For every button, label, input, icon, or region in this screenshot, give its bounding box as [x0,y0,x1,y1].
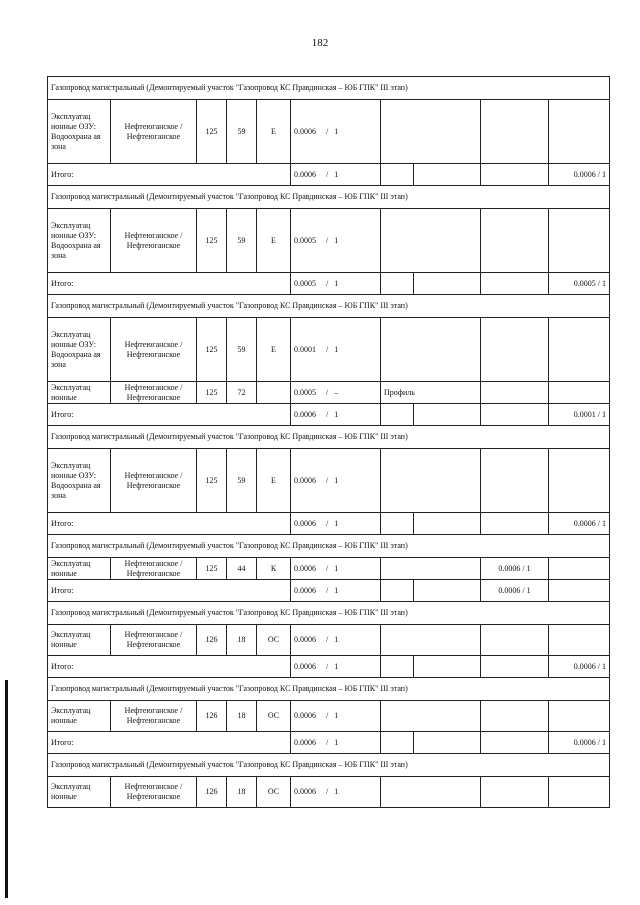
code-cell: К [257,558,291,580]
code-cell: Е [257,449,291,513]
code-cell: Е [257,318,291,382]
note-cell [381,449,481,513]
blank-cell [381,273,414,295]
plot-number-cell: 18 [227,777,257,808]
section-header: Газопровод магистральный (Демонтируемый участок "Газопровод КС Правдинская – ЮБ ГПК" III этап) [48,77,610,100]
margin-bar [5,680,8,898]
total-extra-value [481,732,549,754]
blank-cell [381,513,414,535]
region-cell: Нефтеюганское / Нефтеюганское [111,625,197,656]
code-cell: Е [257,209,291,273]
extra-value-cell: 0.0006 / 1 [481,558,549,580]
total-extra-value: 0.0006 / 1 [481,580,549,602]
section-header: Газопровод магистральный (Демонтируемый участок "Газопровод КС Правдинская – ЮБ ГПК" III этап) [48,678,610,701]
table-row [48,701,610,732]
extra-value-cell [481,449,549,513]
code-cell: ОС [257,625,291,656]
blank-cell [549,701,610,732]
blank-cell [414,580,481,602]
note-cell [381,777,481,808]
total-label: Итого: [48,732,291,754]
note-cell [381,100,481,164]
block-number-cell: 125 [197,558,227,580]
blank-cell [381,164,414,186]
total-sum-value: 0.0005 / 1 [549,273,610,295]
blank-cell [549,625,610,656]
note-cell: Профиль [381,382,481,404]
total-row [48,164,610,186]
code-cell [257,382,291,404]
area-value-cell: 0.0006 / 1 [291,625,381,656]
table-row [48,209,610,273]
note-cell [381,558,481,580]
total-label: Итого: [48,273,291,295]
table-row [48,558,610,580]
extra-value-cell [481,209,549,273]
note-cell [381,318,481,382]
usage-category-cell: Эксплуатац ионные ОЗУ: Водоохрана ая зона [48,318,111,382]
total-sum-value: 0.0006 / 1 [549,164,610,186]
blank-cell [381,580,414,602]
total-label: Итого: [48,513,291,535]
section-header-row [48,186,610,209]
plot-number-cell: 59 [227,209,257,273]
usage-category-cell: Эксплуатац ионные [48,558,111,580]
region-cell: Нефтеюганское / Нефтеюганское [111,449,197,513]
total-sum-value: 0.0006 / 1 [549,513,610,535]
table-row [48,449,610,513]
table-row [48,382,610,404]
total-sum-value: 0.0006 / 1 [549,732,610,754]
section-header-row [48,426,610,449]
plot-number-cell: 59 [227,449,257,513]
blank-cell [381,732,414,754]
total-extra-value [481,656,549,678]
table-row [48,100,610,164]
blank-cell [549,449,610,513]
plot-number-cell: 44 [227,558,257,580]
note-cell [381,209,481,273]
total-area-value: 0.0006 / 1 [291,164,381,186]
region-cell: Нефтеюганское / Нефтеюганское [111,777,197,808]
blank-cell [549,318,610,382]
total-area-value: 0.0005 / 1 [291,273,381,295]
plot-number-cell: 72 [227,382,257,404]
total-row [48,732,610,754]
section-header-row [48,678,610,701]
block-number-cell: 125 [197,449,227,513]
total-area-value: 0.0006 / 1 [291,513,381,535]
section-header-row [48,295,610,318]
code-cell: ОС [257,701,291,732]
total-extra-value [481,273,549,295]
total-area-value: 0.0006 / 1 [291,580,381,602]
land-plot-table [47,76,610,808]
area-value-cell: 0.0006 / 1 [291,558,381,580]
area-value-cell: 0.0005 / – [291,382,381,404]
blank-cell [414,656,481,678]
blank-cell [549,558,610,580]
area-value-cell: 0.0006 / 1 [291,100,381,164]
total-row [48,404,610,426]
total-row [48,273,610,295]
total-extra-value [481,164,549,186]
usage-category-cell: Эксплуатац ионные [48,701,111,732]
blank-cell [381,656,414,678]
area-value-cell: 0.0001 / 1 [291,318,381,382]
blank-cell [414,404,481,426]
region-cell: Нефтеюганское / Нефтеюганское [111,701,197,732]
total-sum-value [549,580,610,602]
note-cell [381,701,481,732]
total-label: Итого: [48,656,291,678]
blank-cell [414,273,481,295]
note-cell [381,625,481,656]
extra-value-cell [481,625,549,656]
area-value-cell: 0.0006 / 1 [291,701,381,732]
region-cell: Нефтеюганское / Нефтеюганское [111,318,197,382]
section-header-row [48,602,610,625]
block-number-cell: 125 [197,318,227,382]
usage-category-cell: Эксплуатац ионные [48,382,111,404]
block-number-cell: 125 [197,209,227,273]
area-value-cell: 0.0006 / 1 [291,449,381,513]
section-header: Газопровод магистральный (Демонтируемый участок "Газопровод КС Правдинская – ЮБ ГПК" III этап) [48,602,610,625]
usage-category-cell: Эксплуатац ионные [48,625,111,656]
blank-cell [549,209,610,273]
page-number: 182 [311,37,329,49]
block-number-cell: 125 [197,100,227,164]
code-cell: Е [257,100,291,164]
section-header: Газопровод магистральный (Демонтируемый участок "Газопровод КС Правдинская – ЮБ ГПК" III этап) [48,426,610,449]
blank-cell [549,100,610,164]
extra-value-cell [481,701,549,732]
total-row [48,513,610,535]
plot-number-cell: 59 [227,100,257,164]
extra-value-cell [481,382,549,404]
code-cell: ОС [257,777,291,808]
table-row [48,625,610,656]
blank-cell [549,777,610,808]
total-sum-value: 0.0001 / 1 [549,404,610,426]
extra-value-cell [481,777,549,808]
total-area-value: 0.0006 / 1 [291,732,381,754]
region-cell: Нефтеюганское / Нефтеюганское [111,382,197,404]
total-area-value: 0.0006 / 1 [291,404,381,426]
total-row [48,580,610,602]
block-number-cell: 126 [197,625,227,656]
area-value-cell: 0.0006 / 1 [291,777,381,808]
total-extra-value [481,404,549,426]
region-cell: Нефтеюганское / Нефтеюганское [111,209,197,273]
block-number-cell: 126 [197,701,227,732]
total-label: Итого: [48,580,291,602]
block-number-cell: 125 [197,382,227,404]
total-label: Итого: [48,404,291,426]
blank-cell [549,382,610,404]
section-header: Газопровод магистральный (Демонтируемый участок "Газопровод КС Правдинская – ЮБ ГПК" III этап) [48,535,610,558]
plot-number-cell: 18 [227,701,257,732]
blank-cell [414,513,481,535]
table-row [48,777,610,808]
total-sum-value: 0.0006 / 1 [549,656,610,678]
section-header-row [48,77,610,100]
section-header-row [48,535,610,558]
blank-cell [414,164,481,186]
total-row [48,656,610,678]
blank-cell [414,732,481,754]
usage-category-cell: Эксплуатац ионные [48,777,111,808]
section-header: Газопровод магистральный (Демонтируемый участок "Газопровод КС Правдинская – ЮБ ГПК" III этап) [48,186,610,209]
extra-value-cell [481,318,549,382]
region-cell: Нефтеюганское / Нефтеюганское [111,100,197,164]
total-extra-value [481,513,549,535]
plot-number-cell: 18 [227,625,257,656]
table-row [48,318,610,382]
section-header: Газопровод магистральный (Демонтируемый участок "Газопровод КС Правдинская – ЮБ ГПК" III этап) [48,295,610,318]
usage-category-cell: Эксплуатац ионные ОЗУ: Водоохрана ая зона [48,449,111,513]
section-header-row [48,754,610,777]
usage-category-cell: Эксплуатац ионные ОЗУ: Водоохрана ая зона [48,100,111,164]
area-value-cell: 0.0005 / 1 [291,209,381,273]
section-header: Газопровод магистральный (Демонтируемый участок "Газопровод КС Правдинская – ЮБ ГПК" III этап) [48,754,610,777]
usage-category-cell: Эксплуатац ионные ОЗУ: Водоохрана ая зона [48,209,111,273]
plot-number-cell: 59 [227,318,257,382]
region-cell: Нефтеюганское / Нефтеюганское [111,558,197,580]
total-area-value: 0.0006 / 1 [291,656,381,678]
blank-cell [381,404,414,426]
block-number-cell: 126 [197,777,227,808]
total-label: Итого: [48,164,291,186]
extra-value-cell [481,100,549,164]
